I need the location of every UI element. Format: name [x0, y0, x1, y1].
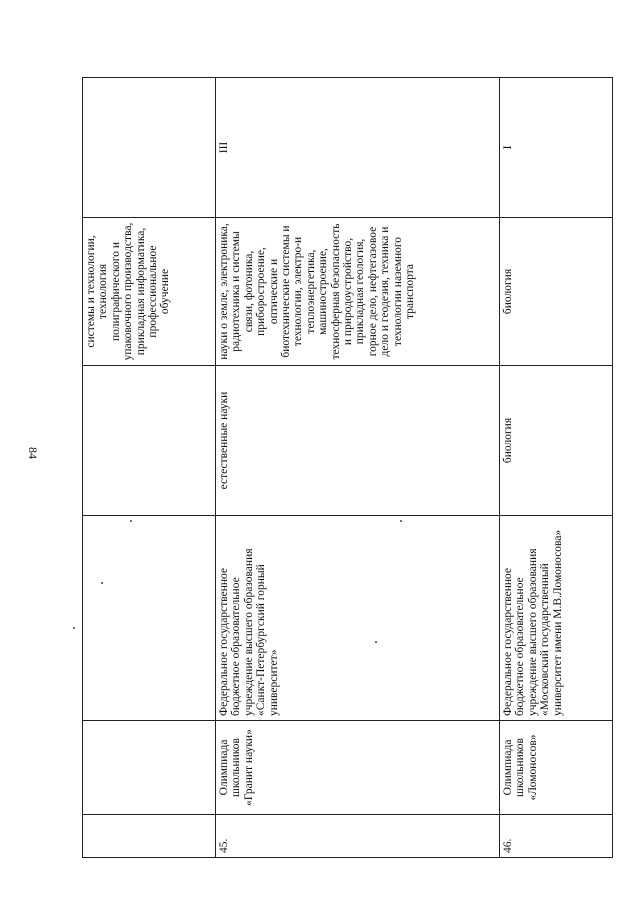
table-row — [216, 78, 500, 858]
olympiad-name: Олимпиада школьников «Гранит науки» — [216, 721, 500, 815]
profile: биология — [500, 218, 613, 366]
olympiad-table — [82, 77, 613, 858]
scan-speck — [130, 520, 132, 522]
subject — [83, 366, 216, 516]
olympiad-name — [83, 721, 216, 815]
level: III — [216, 78, 500, 218]
organizer — [83, 516, 216, 721]
scan-speck — [400, 520, 402, 522]
scan-speck — [73, 627, 75, 629]
organizer: Федеральное государственное бюджетное образовательное учреждение высшего образования «Московский государственный университет имени М.В.Ломоносова» — [500, 516, 613, 721]
profile: науки о земле, электроника, радиотехника и системы связи, фотоника, приборостроение, оптические и биотехнические системы и технологии, электро-и теплоэнергетика, машиностроение, техносферная безопасность и природоустройство, прикладная геология, горное дело, нефтегазовое дело и геодезия, техника и технологии наземного транспорта — [216, 218, 500, 366]
scan-speck — [101, 582, 103, 584]
olympiad-name: Олимпиада школьников «Ломоносов» — [500, 721, 613, 815]
subject: естественные науки — [216, 366, 500, 516]
subject: биология — [500, 366, 613, 516]
level: I — [500, 78, 613, 218]
table-row — [83, 78, 216, 858]
level — [83, 78, 216, 218]
organizer: Федеральное государственное бюджетное образовательное учреждение высшего образования «Санкт-Петербургский горный университет» — [216, 516, 500, 721]
table-row — [500, 78, 613, 858]
rotated-table-container — [82, 78, 612, 858]
row-number: 46. — [500, 815, 613, 858]
scan-speck — [375, 641, 377, 643]
profile: системы и технологии, технология полиграфического и упаковочного производства, прикладная информатика, профессиональное обучение — [83, 218, 216, 366]
row-number — [83, 815, 216, 858]
row-number: 45. — [216, 815, 500, 858]
page-number: 84 — [26, 447, 40, 459]
